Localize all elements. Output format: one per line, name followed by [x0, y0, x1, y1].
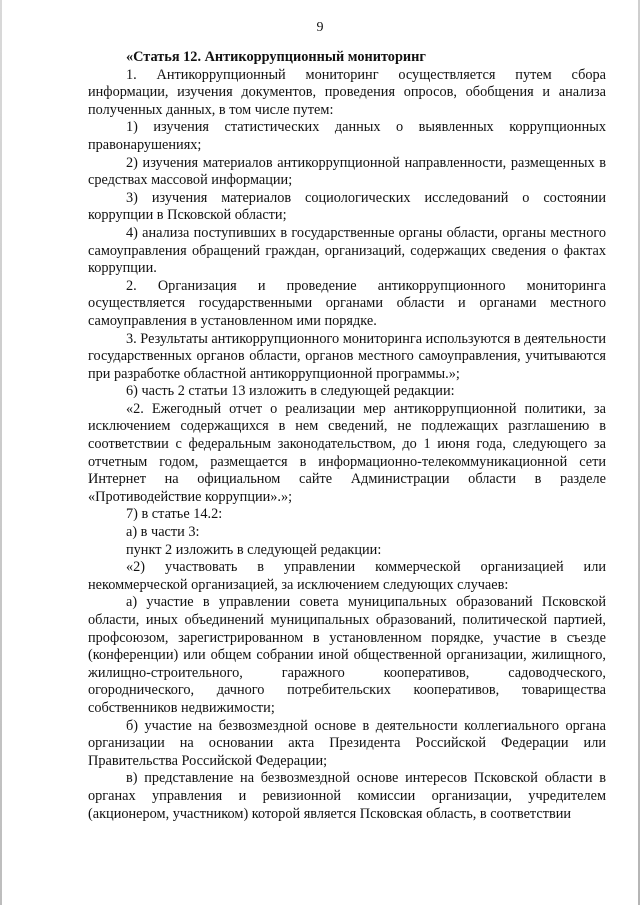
- page-edge-left: [0, 0, 2, 905]
- paragraph: а) в части 3:: [126, 524, 200, 541]
- page-number: 9: [316, 20, 324, 35]
- paragraph: 3) изучения материалов социологических исследований о состоянии коррупции в Псковской области;: [88, 189, 606, 224]
- paragraph: 7) в статье 14.2:: [126, 506, 223, 523]
- paragraph: 2. Организация и проведение антикоррупционного мониторинга осуществляется государственными органами области и органами местного самоуправления в установленном ими порядке.: [88, 277, 606, 329]
- paragraph: 3. Результаты антикоррупционного мониторинга используются в деятельности государственных органов области, органов местного самоуправления, учитываются при разработке областной антикоррупционной программы.»;: [88, 330, 606, 382]
- article-heading: «Статья 12. Антикоррупционный мониторинг: [126, 49, 426, 65]
- paragraph: «2) участвовать в управлении коммерческой организацией или некоммерческой организацией, за исключением следующих случаев:: [88, 559, 606, 593]
- paragraph: 4) анализа поступивших в государственные органы области, органы местного самоуправления обращений граждан, организаций, содержащих сведения о фактах коррупции.: [88, 224, 606, 277]
- paragraph: 1. Антикоррупционный мониторинг осуществляется путем сбора информации, изучения документов, проведения опросов, обобщения и анализа полученных данных, в том числе путем:: [88, 66, 606, 118]
- paragraph: 1) изучения статистических данных о выявленных коррупционных правонарушениях;: [88, 119, 606, 153]
- paragraph: «2. Ежегодный отчет о реализации мер антикоррупционной политики, за исключением содержащихся в нем сведений, не подлежащих разглашению в соответствии с федеральным законодательством, до 1 июня года, следующего за отчетным годом, размещается в информационно-телекоммуникационной сети Интернет на официальном сайте Администрации области в разделе «Противодействие коррупции».»;: [88, 400, 606, 505]
- paragraph: пункт 2 изложить в следующей редакции:: [126, 541, 382, 558]
- paragraph: б) участие на безвозмездной основе в деятельности коллегиального органа организации на основании акта Президента Российской Федерации или Правительства Российской Федерации;: [88, 717, 606, 769]
- document-body: [88, 49, 606, 823]
- paragraph: 6) часть 2 статьи 13 изложить в следующей редакции:: [126, 383, 455, 400]
- paragraph: 2) изучения материалов антикоррупционной направленности, размещенных в средствах массовой информации;: [88, 154, 606, 189]
- paragraph: а) участие в управлении совета муниципальных образований Псковской области, иных объединений муниципальных образований, политической партией, профсоюзом, зарегистрированном в установленном порядке, участие в съезде (конференции) или общем собрании иной общественной организации, жилищного, жилищно-строительного, гаражного кооперативов, садоводческого, огороднического, дачного потребительских кооперативов, товарищества собственников недвижимости;: [88, 594, 606, 716]
- paragraph: в) представление на безвозмездной основе интересов Псковской области в органах управления и ревизионной комиссии организации, учредителем (акционером, участником) которой является Псковская область, в соответствии: [88, 770, 606, 822]
